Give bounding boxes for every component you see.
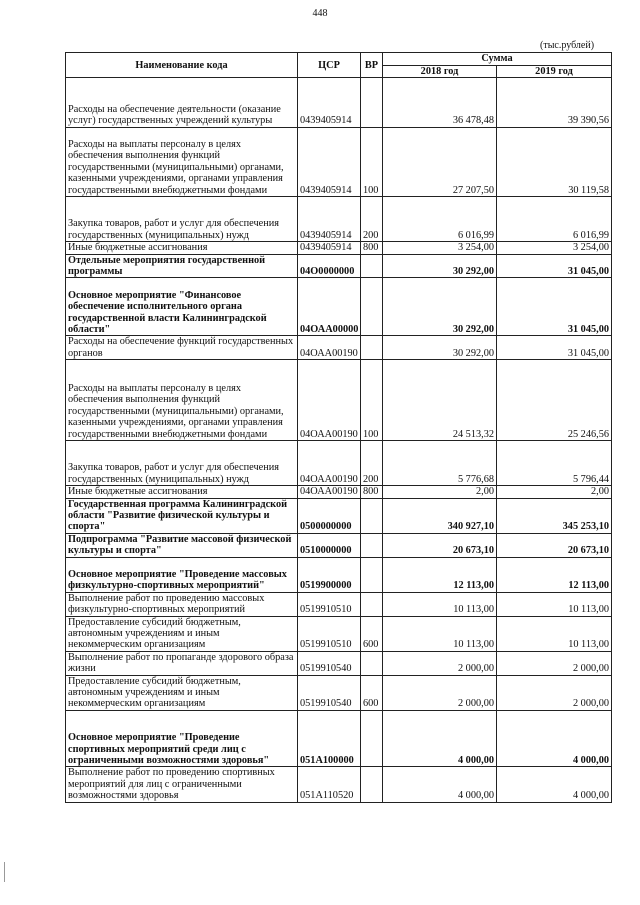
table-row <box>66 651 612 675</box>
row-amount-2019: 2 000,00 <box>497 651 612 675</box>
row-name: Государственная программа Калининградской области "Развитие физической культуры и спорта" <box>66 498 298 533</box>
row-amount-2019: 5 796,44 <box>497 441 612 486</box>
row-vr: 200 <box>361 196 383 241</box>
row-vr <box>361 533 383 557</box>
row-code: 0439405914 <box>298 127 361 196</box>
row-name: Расходы на обеспечение деятельности (оказание услуг) государственных учреждений культуры <box>66 78 298 127</box>
row-vr: 100 <box>361 127 383 196</box>
row-name: Закупка товаров, работ и услуг для обеспечения государственных (муниципальных) нужд <box>66 196 298 241</box>
row-code: 051А100000 <box>298 710 361 767</box>
row-vr <box>361 336 383 360</box>
table-row <box>66 533 612 557</box>
row-amount-2018: 30 292,00 <box>383 278 497 336</box>
row-amount-2018: 340 927,10 <box>383 498 497 533</box>
table-row <box>66 767 612 802</box>
row-amount-2019: 25 246,56 <box>497 360 612 441</box>
row-amount-2018: 2,00 <box>383 486 497 498</box>
row-name: Выполнение работ по пропаганде здорового образа жизни <box>66 651 298 675</box>
row-code: 0439405914 <box>298 196 361 241</box>
row-vr <box>361 78 383 127</box>
table-row <box>66 127 612 196</box>
row-amount-2019: 4 000,00 <box>497 710 612 767</box>
margin-mark <box>4 862 5 882</box>
row-name: Закупка товаров, работ и услуг для обеспечения государственных (муниципальных) нужд <box>66 441 298 486</box>
row-amount-2018: 24 513,32 <box>383 360 497 441</box>
row-amount-2018: 2 000,00 <box>383 651 497 675</box>
header-sum: Сумма <box>383 53 612 66</box>
row-vr: 600 <box>361 675 383 710</box>
table-row <box>66 196 612 241</box>
table-row <box>66 278 612 336</box>
row-vr <box>361 767 383 802</box>
row-name: Расходы на выплаты персоналу в целях обеспечения выполнения функций государственными (муниципальными) органами, казенными учреждениями, органами управления государственными внебюджетными фондами <box>66 360 298 441</box>
row-name: Подпрограмма "Развитие массовой физической культуры и спорта" <box>66 533 298 557</box>
row-vr: 100 <box>361 360 383 441</box>
row-code: 0439405914 <box>298 78 361 127</box>
header-vr: ВР <box>361 53 383 78</box>
row-code: 0519910540 <box>298 675 361 710</box>
row-code: 0500000000 <box>298 498 361 533</box>
row-amount-2019: 345 253,10 <box>497 498 612 533</box>
row-amount-2019: 12 113,00 <box>497 557 612 592</box>
row-amount-2018: 6 016,99 <box>383 196 497 241</box>
table-row <box>66 557 612 592</box>
row-name: Расходы на обеспечение функций государственных органов <box>66 336 298 360</box>
row-name: Выполнение работ по проведению спортивных мероприятий для лиц с ограниченными возможностями здоровья <box>66 767 298 802</box>
row-code: 0519900000 <box>298 557 361 592</box>
row-vr <box>361 651 383 675</box>
table-row <box>66 486 612 498</box>
row-name: Основное мероприятие "Проведение спортивных мероприятий среди лиц с ограниченными возможностями здоровья" <box>66 710 298 767</box>
row-amount-2019: 6 016,99 <box>497 196 612 241</box>
row-vr <box>361 557 383 592</box>
page-number: 448 <box>312 8 328 19</box>
row-amount-2019: 39 390,56 <box>497 78 612 127</box>
row-code: 04ОАА00000 <box>298 278 361 336</box>
row-name: Отдельные мероприятия государственной программы <box>66 254 298 278</box>
row-name: Выполнение работ по проведению массовых физкультурно-спортивных мероприятий <box>66 592 298 616</box>
row-amount-2018: 3 254,00 <box>383 242 497 254</box>
row-vr <box>361 710 383 767</box>
row-amount-2019: 31 045,00 <box>497 254 612 278</box>
row-vr: 800 <box>361 486 383 498</box>
header-year-2019: 2019 год <box>497 66 612 78</box>
row-vr <box>361 254 383 278</box>
table-row <box>66 242 612 254</box>
table-row <box>66 441 612 486</box>
row-name: Основное мероприятие "Проведение массовых физкультурно-спортивных мероприятий" <box>66 557 298 592</box>
row-amount-2018: 2 000,00 <box>383 675 497 710</box>
row-amount-2018: 4 000,00 <box>383 767 497 802</box>
table-row <box>66 498 612 533</box>
row-name: Предоставление субсидий бюджетным, автономным учреждениям и иным некоммерческим организациям <box>66 616 298 651</box>
row-vr <box>361 278 383 336</box>
row-amount-2018: 30 292,00 <box>383 336 497 360</box>
row-vr: 600 <box>361 616 383 651</box>
row-amount-2018: 27 207,50 <box>383 127 497 196</box>
row-amount-2019: 2,00 <box>497 486 612 498</box>
row-amount-2019: 30 119,58 <box>497 127 612 196</box>
row-name: Основное мероприятие "Финансовое обеспечение исполнительного органа государственной власти Калининградской области" <box>66 278 298 336</box>
row-amount-2019: 31 045,00 <box>497 336 612 360</box>
row-amount-2018: 10 113,00 <box>383 616 497 651</box>
row-name: Иные бюджетные ассигнования <box>66 242 298 254</box>
row-vr: 200 <box>361 441 383 486</box>
row-code: 04ОАА00190 <box>298 441 361 486</box>
row-amount-2019: 20 673,10 <box>497 533 612 557</box>
row-amount-2018: 12 113,00 <box>383 557 497 592</box>
row-code: 0519910540 <box>298 651 361 675</box>
row-code: 0510000000 <box>298 533 361 557</box>
row-amount-2018: 4 000,00 <box>383 710 497 767</box>
row-amount-2018: 5 776,68 <box>383 441 497 486</box>
table-row <box>66 360 612 441</box>
row-code: 04ОАА00190 <box>298 336 361 360</box>
row-code: 04ОАА00190 <box>298 360 361 441</box>
row-amount-2018: 20 673,10 <box>383 533 497 557</box>
row-code: 04О0000000 <box>298 254 361 278</box>
table-row <box>66 592 612 616</box>
row-name: Расходы на выплаты персоналу в целях обеспечения выполнения функций государственными (муниципальными) органами, казенными учреждениями, органами управления государственными внебюджетными фондами <box>66 127 298 196</box>
table-row <box>66 336 612 360</box>
table-row <box>66 254 612 278</box>
units-label: (тыс.рублей) <box>540 40 595 51</box>
table-row <box>66 710 612 767</box>
table-row <box>66 78 612 127</box>
row-amount-2019: 3 254,00 <box>497 242 612 254</box>
row-code: 04ОАА00190 <box>298 486 361 498</box>
row-code: 0519910510 <box>298 592 361 616</box>
row-amount-2019: 31 045,00 <box>497 278 612 336</box>
header-year-2018: 2018 год <box>383 66 497 78</box>
row-amount-2019: 4 000,00 <box>497 767 612 802</box>
row-name: Предоставление субсидий бюджетным, автономным учреждениям и иным некоммерческим организациям <box>66 675 298 710</box>
row-amount-2018: 30 292,00 <box>383 254 497 278</box>
table-body <box>66 78 612 802</box>
row-code: 0519910510 <box>298 616 361 651</box>
header-csr: ЦСР <box>298 53 361 78</box>
row-amount-2018: 10 113,00 <box>383 592 497 616</box>
row-vr: 800 <box>361 242 383 254</box>
header-name: Наименование кода <box>66 53 298 78</box>
row-vr <box>361 592 383 616</box>
row-amount-2019: 2 000,00 <box>497 675 612 710</box>
row-amount-2019: 10 113,00 <box>497 616 612 651</box>
budget-table <box>65 52 612 803</box>
row-amount-2019: 10 113,00 <box>497 592 612 616</box>
row-code: 0439405914 <box>298 242 361 254</box>
row-vr <box>361 498 383 533</box>
table-row <box>66 675 612 710</box>
row-amount-2018: 36 478,48 <box>383 78 497 127</box>
row-name: Иные бюджетные ассигнования <box>66 486 298 498</box>
table-row <box>66 616 612 651</box>
row-code: 051А110520 <box>298 767 361 802</box>
